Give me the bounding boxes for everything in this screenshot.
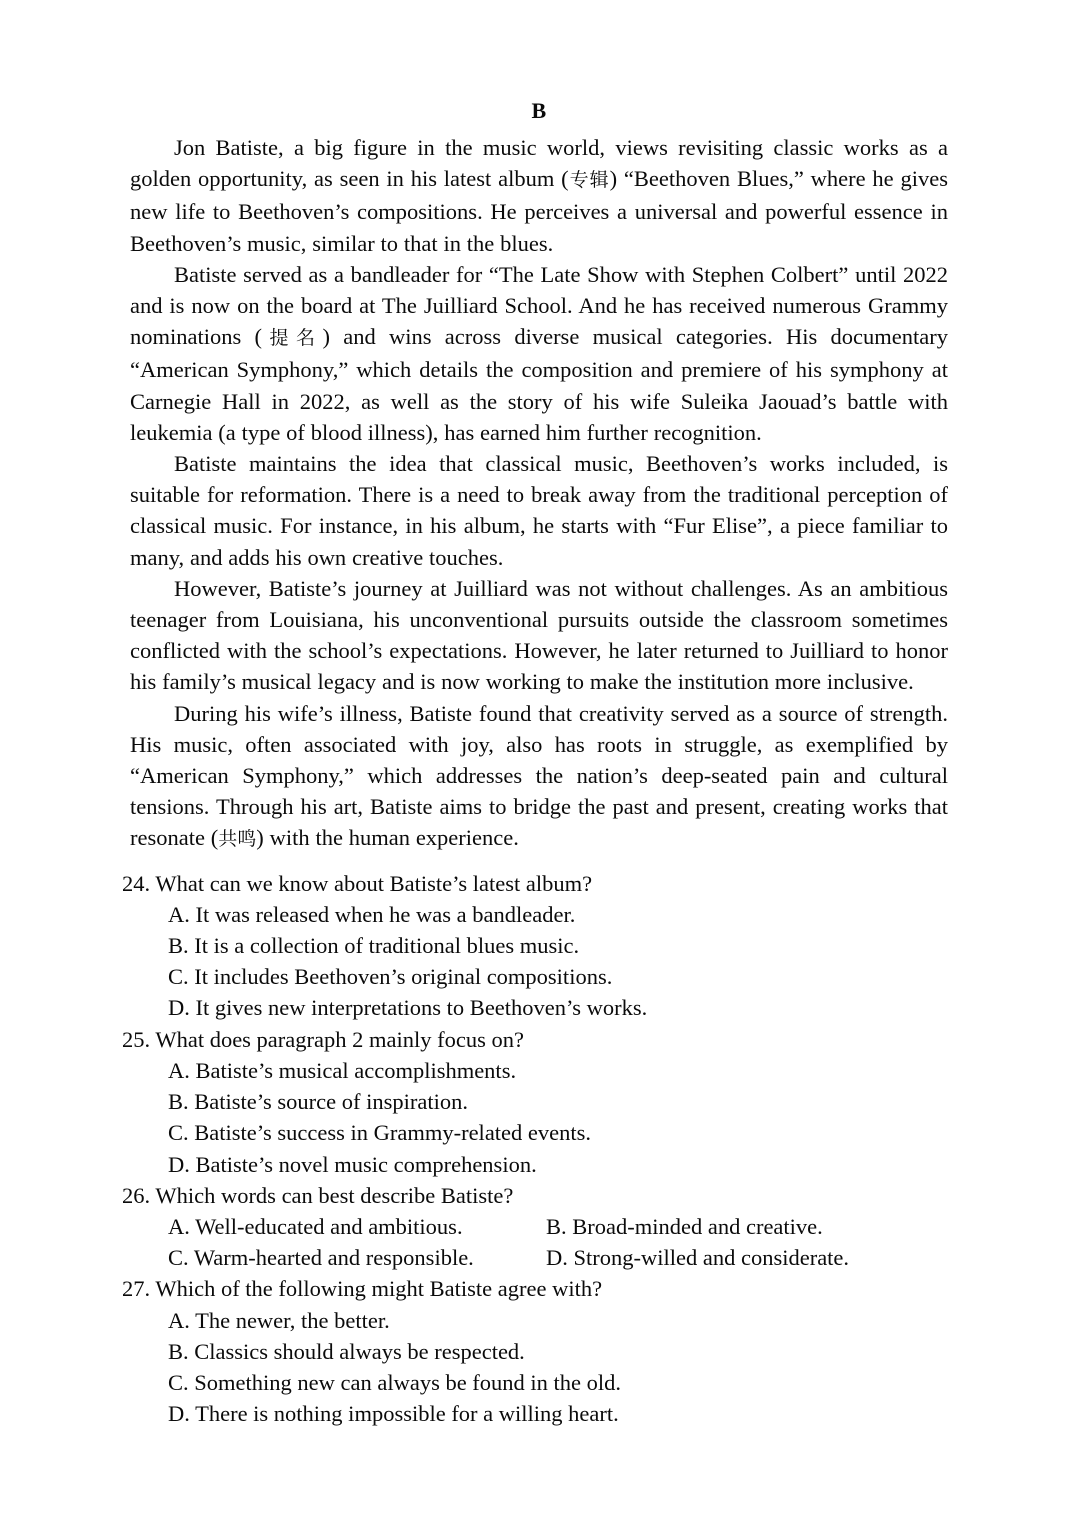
- questions-list: [122, 868, 948, 1430]
- question-26: [122, 1180, 948, 1274]
- section-heading: B: [531, 98, 547, 123]
- option-list: [122, 1055, 948, 1180]
- passage-paragraph-2: Batiste served as a bandleader for “The Late Show with Stephen Colbert” until 2022 and is now on the board at The Juilliard School. And he has received numerous Grammy nominations (提名) and wins across diverse musical categories. His documentary “American Symphony,” which details the composition and premiere of his symphony at Carnegie Hall in 2022, as well as the story of his wife Suleika Jaouad’s battle with leukemia (a type of blood illness), has earned him further recognition.: [130, 261, 948, 445]
- option-a[interactable]: A. The newer, the better.: [168, 1307, 390, 1333]
- option-d[interactable]: D. Batiste’s novel music comprehension.: [168, 1151, 537, 1177]
- passage-paragraph-4: However, Batiste’s journey at Juilliard was not without challenges. As an ambitious teenager from Louisiana, his unconventional pursuits outside the classroom sometimes conflicted with the school’s expectations. However, he later returned to Juilliard to honor his family’s musical legacy and is now working to make the institution more inclusive.: [130, 575, 948, 695]
- reading-passage: [130, 132, 948, 856]
- option-list: [122, 1305, 948, 1430]
- option-row: [122, 1211, 948, 1242]
- option-c[interactable]: C. Batiste’s success in Grammy-related events.: [168, 1120, 592, 1146]
- question-25: [122, 1024, 948, 1180]
- question-stem: 26. Which words can best describe Batiste?: [122, 1182, 514, 1208]
- question-stem: 25. What does paragraph 2 mainly focus on?: [122, 1026, 524, 1052]
- page-content: [122, 96, 948, 1429]
- option-a[interactable]: A. It was released when he was a bandleader.: [168, 901, 576, 927]
- question-27: [122, 1273, 948, 1429]
- question-stem: 24. What can we know about Batiste’s latest album?: [122, 870, 593, 896]
- option-c[interactable]: C. Warm-hearted and responsible.: [168, 1245, 474, 1271]
- option-row: [122, 1242, 948, 1273]
- chinese-gloss: 共鸣: [218, 828, 257, 851]
- option-d[interactable]: D. It gives new interpretations to Beethoven’s works.: [168, 995, 648, 1021]
- passage-paragraph-3: Batiste maintains the idea that classical music, Beethoven’s works included, is suitable for reformation. There is a need to break away from the traditional perception of classical music. For instance, in his album, he starts with “Fur Elise”, a piece familiar to many, and adds his own creative touches.: [130, 451, 948, 570]
- passage-paragraph-1: Jon Batiste, a big figure in the music world, views revisiting classic works as a golden opportunity, as seen in his latest album (专辑) “Beethoven Blues,” where he gives new life to Beethoven’s compositions. He perceives a universal and powerful essence in Beethoven’s music, similar to that in the blues.: [130, 135, 948, 256]
- option-list: [122, 899, 948, 1024]
- option-c[interactable]: C. It includes Beethoven’s original compositions.: [168, 964, 613, 990]
- question-24: [122, 868, 948, 1024]
- option-c[interactable]: C. Something new can always be found in the old.: [168, 1369, 622, 1395]
- option-b[interactable]: B. It is a collection of traditional blues music.: [168, 933, 580, 959]
- option-b[interactable]: B. Batiste’s source of inspiration.: [168, 1089, 468, 1115]
- passage-paragraph-5: During his wife’s illness, Batiste found that creativity served as a source of strength. His music, often associated with joy, also has roots in struggle, as exemplified by “American Symphony,” which addresses the nation’s deep-seated pain and cultural tensions. Through his art, Batiste aims to bridge the past and present, creating works that resonate (共鸣) with the human experience.: [130, 700, 948, 851]
- chinese-gloss: 专辑: [568, 169, 610, 192]
- option-a[interactable]: A. Batiste’s musical accomplishments.: [168, 1057, 517, 1083]
- option-list: [122, 1211, 948, 1273]
- question-stem: 27. Which of the following might Batiste agree with?: [122, 1276, 603, 1302]
- option-b[interactable]: B. Broad-minded and creative.: [546, 1213, 823, 1239]
- option-d[interactable]: D. There is nothing impossible for a willing heart.: [168, 1401, 619, 1427]
- option-a[interactable]: A. Well-educated and ambitious.: [168, 1213, 463, 1239]
- option-d[interactable]: D. Strong-willed and considerate.: [546, 1245, 850, 1271]
- option-b[interactable]: B. Classics should always be respected.: [168, 1338, 525, 1364]
- chinese-gloss: 提名: [262, 327, 323, 350]
